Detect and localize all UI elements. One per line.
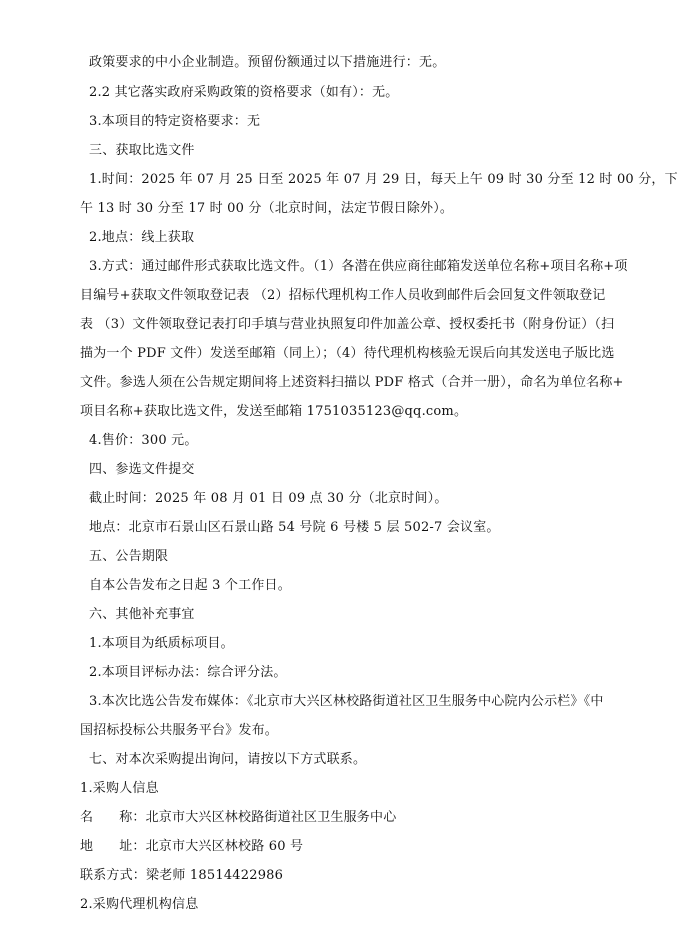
purchaser-address-value: 北京市大兴区林校路 60 号 [145,839,304,854]
purchaser-address-row [80,838,303,856]
paragraph-time-line1: 1.时间：2025 年 07 月 25 日至 2025 年 07 月 29 日，每天上午 09 时 30 分至 12 时 00 分，下 [89,172,678,187]
paragraph-method-line2: 目编号+获取文件领取登记表 （2）招标代理机构工作人员收到邮件后会回复文件领取登记 [80,288,606,303]
section-heading-supplementary: 六、其他补充事宜 [89,607,195,622]
paragraph-specific-qualification: 3.本项目的特定资格要求：无 [89,114,261,129]
section-heading-obtain-documents: 三、获取比选文件 [89,143,195,158]
paragraph-method-line3: 表 （3）文件领取登记表打印手填与营业执照复印件加盖公章、授权委托书（附身份证）（扫 [80,317,615,332]
purchaser-name-label-char1: 名 [80,810,94,825]
paragraph-media-line1: 3.本次比选公告发布媒体：《北京市大兴区林校路街道社区卫生服务中心院内公示栏》《中 [89,694,604,709]
subheading-agency-info: 2.采购代理机构信息 [80,897,199,912]
paragraph-evaluation-method: 2.本项目评标办法：综合评分法。 [89,665,287,680]
paragraph-sme-policy: 政策要求的中小企业制造。预留份额通过以下措施进行：无。 [89,55,446,70]
purchaser-address-label-char2: 址： [119,839,146,854]
purchaser-contact: 联系方式：梁老师 18514422986 [80,868,284,883]
subheading-purchaser-info: 1.采购人信息 [80,781,159,796]
paragraph-notice-period: 自本公告发布之日起 3 个工作日。 [89,578,291,593]
paragraph-paper-bid: 1.本项目为纸质标项目。 [89,636,234,651]
paragraph-method-line1: 3.方式：通过邮件形式获取比选文件。（1）各潜在供应商往邮箱发送单位名称+项目名称+项 [89,259,628,274]
paragraph-method-line5: 文件。参选人须在公告规定期间将上述资料扫描以 PDF 格式（合并一册），命名为单位名称+ [80,375,624,390]
paragraph-method-line6: 项目名称+获取比选文件，发送至邮箱 1751035123@qq.com。 [80,404,468,419]
paragraph-other-qualification: 2.2 其它落实政府采购政策的资格要求（如有）：无。 [89,85,399,100]
paragraph-deadline: 截止时间：2025 年 08 月 01 日 09 点 30 分（北京时间）。 [89,491,448,506]
paragraph-location: 2.地点：线上获取 [89,230,195,245]
section-heading-submission: 四、参选文件提交 [89,462,195,477]
purchaser-name-label-char2: 称： [119,810,146,825]
paragraph-method-line4: 描为一个 PDF 文件）发送至邮箱（同上）；（4）待代理机构核验无误后向其发送电子版比选 [80,346,615,361]
paragraph-media-line2: 国招标投标公共服务平台》发布。 [80,723,279,738]
paragraph-time-line2: 午 13 时 30 分至 17 时 00 分（北京时间，法定节假日除外）。 [80,201,454,216]
paragraph-submission-location: 地点：北京市石景山区石景山路 54 号院 6 号楼 5 层 502-7 会议室。 [89,520,500,535]
purchaser-name-row [80,809,396,827]
paragraph-price: 4.售价：300 元。 [89,433,198,448]
section-heading-notice-period: 五、公告期限 [89,549,169,564]
purchaser-address-label-char1: 地 [80,839,94,854]
section-heading-contact: 七、对本次采购提出询问，请按以下方式联系。 [89,752,367,767]
purchaser-name-value: 北京市大兴区林校路街道社区卫生服务中心 [145,810,397,825]
